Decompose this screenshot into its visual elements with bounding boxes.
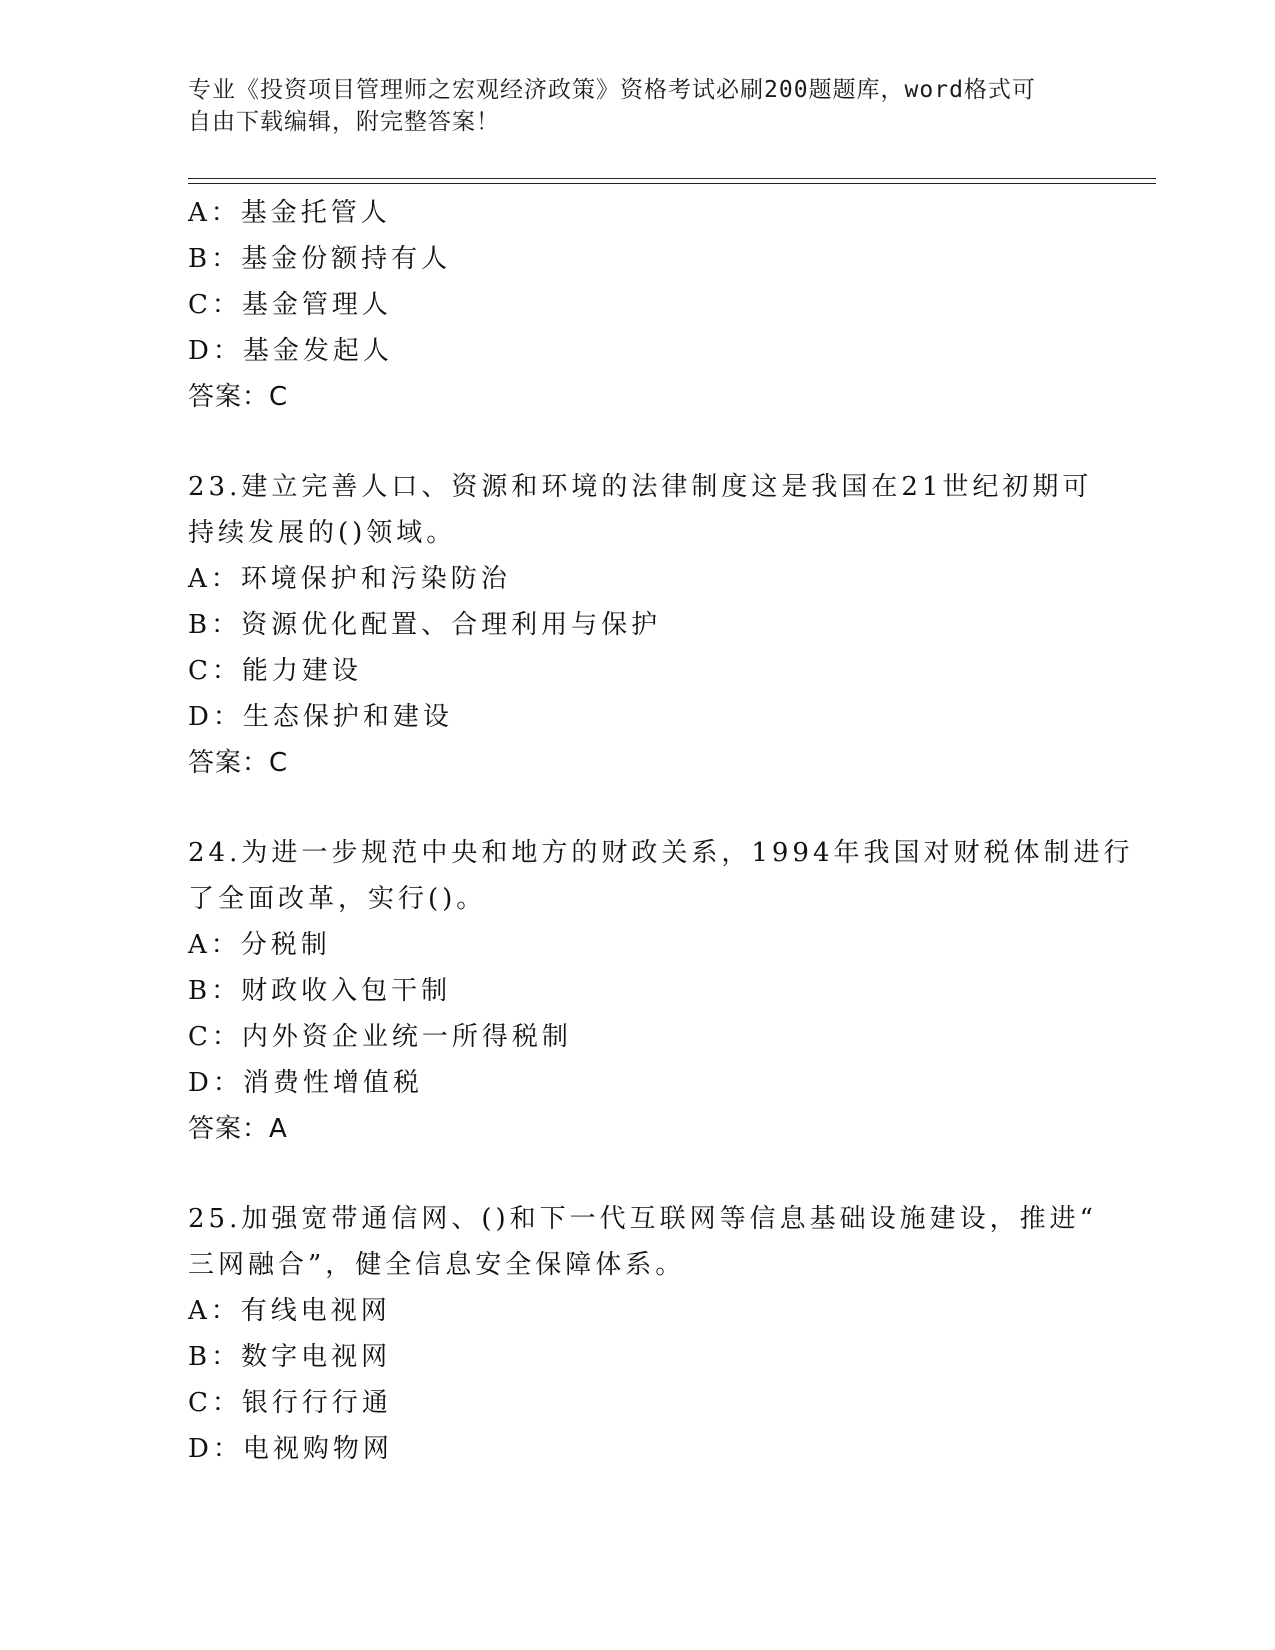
option-d: D：消费性增值税 bbox=[188, 1068, 423, 1098]
option-a: A：分税制 bbox=[188, 930, 331, 960]
option-b: B：数字电视网 bbox=[188, 1342, 392, 1372]
document-header bbox=[188, 74, 1088, 138]
option-c: C：内外资企业统一所得税制 bbox=[188, 1022, 572, 1052]
question-text-line-2: 三网融合”，健全信息安全保障体系。 bbox=[188, 1250, 686, 1280]
question-list bbox=[188, 190, 1134, 1472]
option-b: B：基金份额持有人 bbox=[188, 244, 452, 274]
header-rule-top bbox=[188, 178, 1156, 179]
question-text-line-2: 了全面改革，实行()。 bbox=[188, 884, 487, 914]
option-c: C：能力建设 bbox=[188, 656, 362, 686]
question-23 bbox=[188, 464, 1093, 786]
question-25 bbox=[188, 1196, 1097, 1472]
question-22-options bbox=[188, 190, 1088, 420]
question-text-line-1: 23.建立完善人口、资源和环境的法律制度这是我国在21世纪初期可 bbox=[188, 472, 1093, 502]
question-text-line-2: 持续发展的()领域。 bbox=[188, 518, 457, 548]
question-text-line-1: 25.加强宽带通信网、()和下一代互联网等信息基础设施建设，推进“ bbox=[188, 1204, 1097, 1234]
option-a: A：环境保护和污染防治 bbox=[188, 564, 511, 594]
answer-line: 答案：C bbox=[188, 382, 289, 412]
answer-line: 答案：C bbox=[188, 748, 289, 778]
option-d: D：生态保护和建设 bbox=[188, 702, 453, 732]
question-24 bbox=[188, 830, 1134, 1152]
option-b: B：财政收入包干制 bbox=[188, 976, 452, 1006]
header-line-2: 自由下载编辑，附完整答案！ bbox=[188, 109, 500, 135]
question-text-line-1: 24.为进一步规范中央和地方的财政关系，1994年我国对财税体制进行 bbox=[188, 838, 1134, 868]
option-c: C：银行行行通 bbox=[188, 1388, 392, 1418]
option-d: D：基金发起人 bbox=[188, 336, 393, 366]
header-line-1: 专业《投资项目管理师之宏观经济政策》资格考试必刷200题题库，word格式可 bbox=[188, 77, 1036, 103]
answer-line: 答案：A bbox=[188, 1114, 288, 1144]
option-b: B：资源优化配置、合理利用与保护 bbox=[188, 610, 662, 640]
option-a: A：基金托管人 bbox=[188, 198, 391, 228]
header-rule-bottom bbox=[188, 183, 1156, 184]
option-a: A：有线电视网 bbox=[188, 1296, 391, 1326]
option-d: D：电视购物网 bbox=[188, 1434, 393, 1464]
option-c: C：基金管理人 bbox=[188, 290, 392, 320]
